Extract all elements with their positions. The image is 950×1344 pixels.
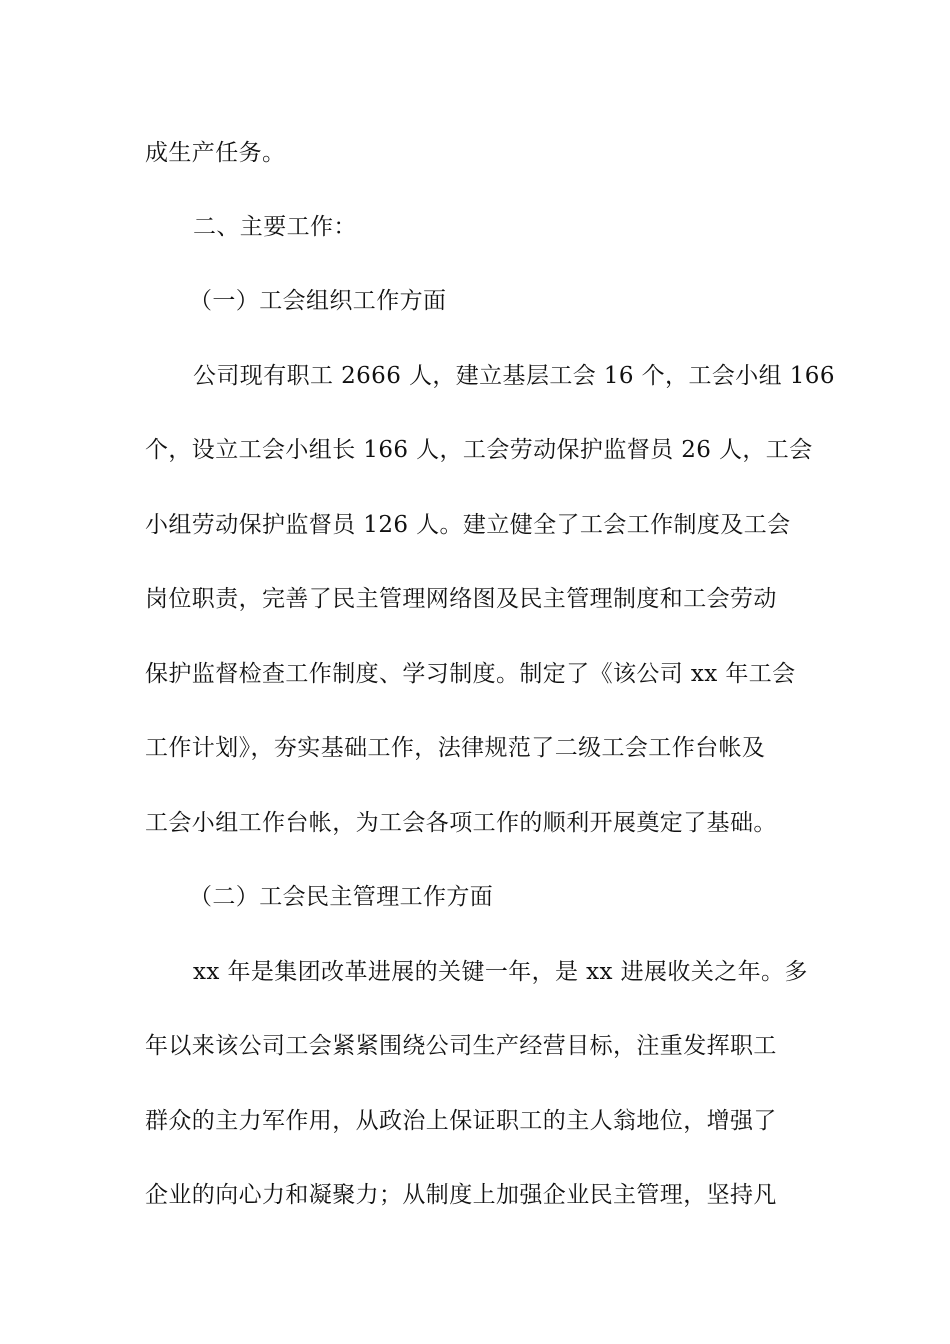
paragraph-line: 群众的主力军作用，从政治上保证职工的主人翁地位，增强了 [145, 1108, 777, 1134]
subsection-heading: （二）工会民主管理工作方面 [189, 884, 494, 910]
paragraph-line: 企业的向心力和凝聚力；从制度上加强企业民主管理，坚持凡 [145, 1182, 777, 1208]
paragraph-line: 小组劳动保护监督员 126 人。建立健全了工会工作制度及工会 [145, 512, 791, 538]
paragraph-line: 工作计划》，夯实基础工作，法律规范了二级工会工作台帐及 [145, 735, 766, 761]
paragraph-line: 成生产任务。 [145, 140, 286, 166]
section-heading: 二、主要工作： [193, 214, 357, 240]
paragraph-line: 岗位职责，完善了民主管理网络图及民主管理制度和工会劳动 [145, 586, 777, 612]
subsection-heading: （一）工会组织工作方面 [189, 288, 447, 314]
paragraph-line: 公司现有职工 2666 人，建立基层工会 16 个，工会小组 166 [193, 363, 835, 389]
paragraph-line: xx 年是集团改革进展的关键一年，是 xx 进展收关之年。多 [193, 959, 808, 985]
paragraph-line: 年以来该公司工会紧紧围绕公司生产经营目标，注重发挥职工 [145, 1033, 777, 1059]
paragraph-line: 个，设立工会小组长 166 人，工会劳动保护监督员 26 人，工会 [145, 437, 813, 463]
paragraph-line: 保护监督检查工作制度、学习制度。制定了《该公司 xx 年工会 [145, 661, 796, 687]
paragraph-line: 工会小组工作台帐，为工会各项工作的顺利开展奠定了基础。 [145, 810, 777, 836]
